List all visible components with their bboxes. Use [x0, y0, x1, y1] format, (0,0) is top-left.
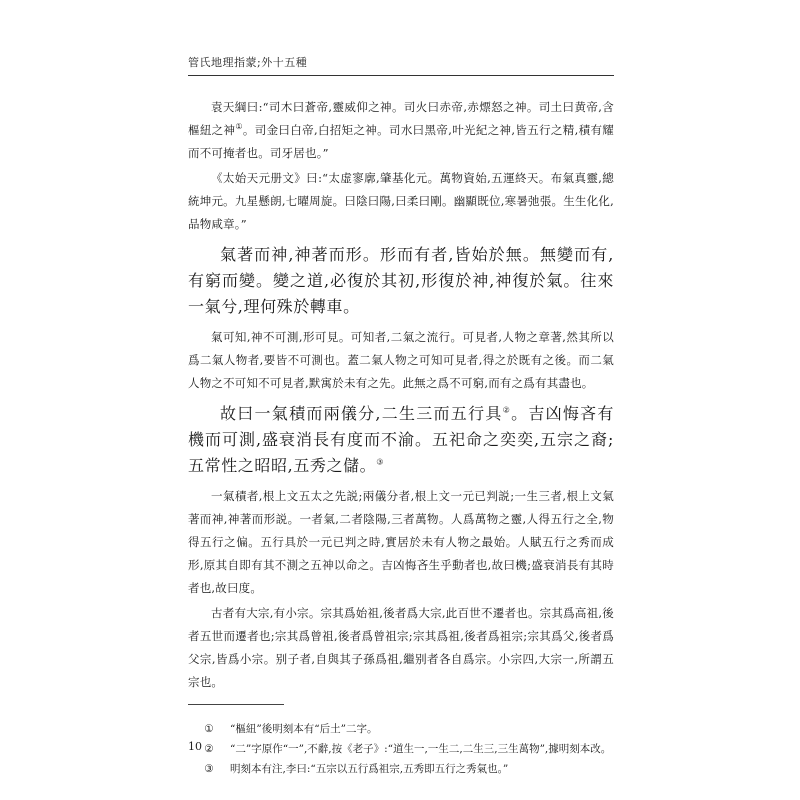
footnote-1 — [188, 719, 614, 739]
footnote-text: 明刻本有注,李曰:“五宗以五行爲祖宗,五秀即五行之秀氣也。” — [230, 763, 509, 775]
commentary-paragraph-3: 氣可知,神不可測,形可見。可知者,二氣之流行。可見者,人物之章著,然其所以爲二氣人物者,要皆不可測也。蓋二氣人物之可知可見者,得之於既有之後。而二氣人物之不可知不可見者,默寓於未有之先。此無之爲不可窮,而有之爲有其盡也。 — [188, 330, 614, 390]
commentary-text-continued: 。司金曰白帝,白招矩之神。司水曰黑帝,叶光紀之神,皆五行之精,積有耀而不可掩者也。司牙居也。” — [188, 123, 614, 160]
footnote-3 — [188, 759, 614, 779]
commentary-paragraph-5: 古者有大宗,有小宗。宗其爲始祖,後者爲大宗,此百世不遷者也。宗其爲高祖,後者五世而遷者也;宗其爲曾祖,後者爲曾祖宗;宗其爲祖,後者爲祖宗;宗其爲父,後者爲父宗,皆爲小宗。别子者,自與其子孫爲祖,繼别者各自爲宗。小宗四,大宗一,所謂五宗也。 — [188, 606, 614, 689]
page-number: 10 — [188, 740, 202, 753]
footnote-ref-2[interactable]: ② — [502, 405, 512, 415]
commentary-paragraph-4: 一氣積者,根上文五太之先説;兩儀分者,根上文一元已判説;一生三者,根上文氣著而神,神著而形説。一者氣,二者陰陽,三者萬物。人爲萬物之靈,人得五行之全,物得五行之偏。五行具於一元已判之時,實居於未有人物之最始。人賦五行之秀而成形,原其自即有其不測之五神以命之。吉凶悔吝生乎動者也,故曰機;盛衰消長有其時者也,故曰度。 — [188, 489, 614, 595]
running-header: 管氏地理指蒙;外十五種 — [188, 56, 308, 69]
footnote-mark: ① — [204, 723, 214, 735]
footnote-divider — [188, 704, 284, 705]
footnote-text: “二”字原作“一”,不辭,按《老子》:“道生一,一生二,二生三,三生萬物”,據明刻本改。 — [230, 743, 612, 755]
main-text-continued: 。吉凶悔吝有機而可測,盛衰消長有度而不渝。五祀命之奕奕,五宗之裔;五常性之昭昭,五秀之儲。 — [188, 404, 614, 475]
footnote-text: “樞紐”後明刻本有“后土”二字。 — [230, 723, 378, 735]
footnote-mark: ③ — [204, 763, 214, 775]
footnote-mark: ② — [204, 743, 214, 755]
commentary-paragraph-1 — [188, 96, 614, 165]
main-text-paragraph-1: 氣著而神,神著而形。形而有者,皆始於無。無變而有,有窮而變。變之道,必復於其初,形復於神,神復於氣。往來一氣兮,理何殊於轉車。 — [188, 245, 614, 316]
page-content — [188, 96, 614, 779]
footnote-ref-3[interactable]: ③ — [376, 457, 385, 467]
main-text: 故曰一氣積而兩儀分,二生三而五行具 — [220, 404, 503, 423]
main-text-paragraph-2 — [188, 401, 614, 479]
header-rule — [188, 75, 614, 76]
footnote-2 — [188, 739, 614, 759]
footnote-ref-1[interactable]: ① — [235, 122, 243, 132]
commentary-text: 袁天綱曰:“司木曰蒼帝,靈威仰之神。司火曰赤帝,赤熛怒之神。司土曰黄帝,含樞紐之神 — [188, 100, 614, 137]
commentary-paragraph-2: 《太始天元册文》曰:“太虚寥廓,肇基化元。萬物資始,五運終天。布氣真靈,總統坤元。九星懸朗,七曜周旋。曰陰曰陽,曰柔曰剛。幽顯既位,寒暑弛張。生生化化,品物咸章。” — [188, 171, 614, 231]
